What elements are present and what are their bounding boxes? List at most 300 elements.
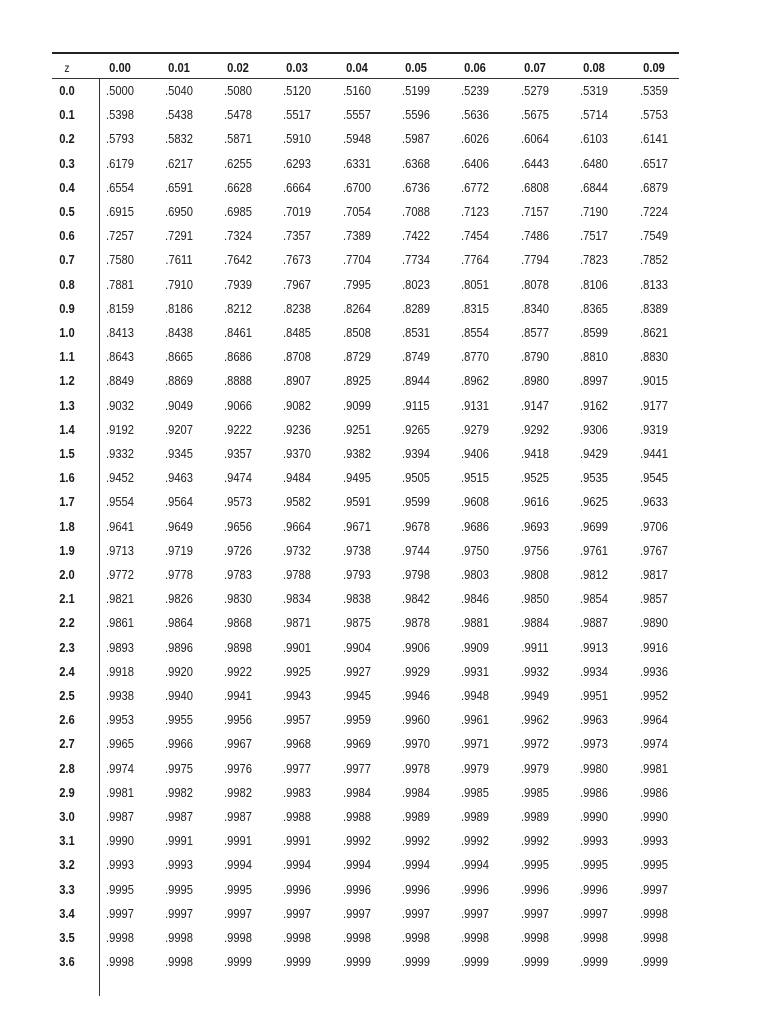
- probability-cell: .9996: [520, 881, 549, 897]
- z-value: 1.0: [59, 325, 75, 340]
- probability-cell: .9983: [282, 784, 311, 800]
- probability-cell: .7794: [520, 252, 549, 268]
- probability-cell: .9974: [639, 736, 668, 752]
- z-value: 2.7: [59, 736, 75, 752]
- probability-cell: .9573: [223, 494, 252, 510]
- probability-cell: .9957: [282, 712, 311, 728]
- probability-cell: .9678: [401, 518, 430, 534]
- probability-cell: .9984: [401, 784, 430, 800]
- probability-cell: .9306: [579, 421, 608, 437]
- probability-cell: .9292: [520, 421, 549, 437]
- probability-cell: .8749: [401, 349, 430, 365]
- probability-cell: .9821: [105, 591, 134, 607]
- probability-cell: .8078: [520, 276, 549, 292]
- z-value: 0.5: [59, 204, 75, 219]
- probability-cell: .7454: [460, 228, 489, 244]
- probability-cell: .6255: [223, 155, 252, 171]
- z-value: 1.4: [59, 421, 75, 437]
- probability-cell: .9884: [520, 615, 549, 631]
- probability-cell: .9887: [579, 615, 608, 631]
- probability-cell: .9997: [401, 905, 430, 921]
- table-row: [52, 880, 679, 902]
- probability-cell: .9997: [223, 905, 252, 921]
- z-value: 1.3: [59, 397, 75, 413]
- probability-cell: .6950: [164, 204, 193, 219]
- probability-cell: .8508: [342, 325, 371, 340]
- probability-cell: .9985: [460, 784, 489, 800]
- probability-cell: .7019: [282, 204, 311, 219]
- probability-cell: .9997: [105, 905, 134, 921]
- probability-cell: .8810: [579, 349, 608, 365]
- table-row: [52, 759, 679, 781]
- probability-cell: .8133: [639, 276, 668, 292]
- table-row: [52, 420, 679, 442]
- probability-cell: .9693: [520, 518, 549, 534]
- table-row: [52, 589, 679, 611]
- probability-cell: .9951: [579, 688, 608, 703]
- probability-cell: .9608: [460, 494, 489, 510]
- probability-cell: .9999: [460, 954, 489, 970]
- probability-cell: .8238: [282, 300, 311, 316]
- probability-cell: .9881: [460, 615, 489, 631]
- z-value: 2.2: [59, 615, 75, 631]
- z-value: 3.0: [59, 809, 75, 824]
- probability-cell: .6554: [105, 179, 134, 195]
- probability-cell: .6736: [401, 179, 430, 195]
- probability-cell: .6700: [342, 179, 371, 195]
- probability-cell: .7357: [282, 228, 311, 244]
- probability-cell: .9998: [579, 930, 608, 945]
- probability-cell: .9980: [579, 760, 608, 776]
- probability-cell: .9965: [105, 736, 134, 752]
- probability-cell: .7881: [105, 276, 134, 292]
- probability-cell: .5871: [223, 131, 252, 147]
- probability-cell: .7673: [282, 252, 311, 268]
- probability-cell: .9115: [402, 397, 430, 413]
- z-value: 2.1: [59, 591, 75, 607]
- column-header: 0.07: [524, 60, 546, 75]
- table-row: [52, 783, 679, 805]
- probability-cell: .8790: [520, 349, 549, 365]
- probability-cell: .9591: [342, 494, 371, 510]
- probability-cell: .8686: [223, 349, 252, 365]
- z-value: 1.7: [59, 494, 75, 510]
- probability-cell: .9998: [164, 954, 193, 970]
- probability-cell: .9986: [639, 784, 668, 800]
- probability-cell: .9738: [342, 542, 371, 558]
- probability-cell: .7995: [342, 276, 371, 292]
- probability-cell: .9846: [460, 591, 489, 607]
- probability-cell: .9945: [342, 688, 371, 703]
- probability-cell: .9995: [639, 857, 668, 873]
- z-value: 2.0: [59, 567, 75, 582]
- probability-cell: .9808: [520, 567, 549, 582]
- probability-cell: .5279: [520, 83, 549, 98]
- probability-cell: .8643: [105, 349, 134, 365]
- table-row: [52, 855, 679, 877]
- table-row: [52, 928, 679, 950]
- column-header: 0.06: [464, 60, 486, 75]
- table-row: [52, 299, 679, 321]
- probability-cell: .6443: [520, 155, 549, 171]
- z-value: 0.1: [59, 107, 75, 123]
- probability-cell: .9986: [579, 784, 608, 800]
- probability-cell: .9973: [579, 736, 608, 752]
- probability-cell: .9893: [105, 639, 134, 655]
- probability-cell: .9998: [223, 930, 252, 945]
- table-row: [52, 81, 679, 103]
- probability-cell: .9706: [639, 518, 668, 534]
- probability-cell: .6331: [342, 155, 371, 171]
- probability-cell: .9901: [282, 639, 311, 655]
- probability-cell: .9641: [105, 518, 134, 534]
- probability-cell: .7324: [223, 228, 252, 244]
- probability-cell: .7939: [223, 276, 252, 292]
- probability-cell: .9987: [105, 809, 134, 824]
- probability-cell: .8315: [460, 300, 489, 316]
- probability-cell: .9896: [164, 639, 193, 655]
- z-value: 3.2: [59, 857, 75, 873]
- probability-cell: .9931: [460, 663, 489, 679]
- probability-cell: .9664: [282, 518, 311, 534]
- table-row: [52, 178, 679, 200]
- z-value: 2.6: [59, 712, 75, 728]
- probability-cell: .6480: [579, 155, 608, 171]
- probability-cell: .9999: [282, 954, 311, 970]
- probability-cell: .9370: [282, 446, 311, 461]
- probability-cell: .9949: [520, 688, 549, 703]
- probability-cell: .9922: [223, 663, 252, 679]
- probability-cell: .9997: [342, 905, 371, 921]
- probability-cell: .8907: [282, 373, 311, 389]
- probability-cell: .8962: [460, 373, 489, 389]
- probability-cell: .7486: [520, 228, 549, 244]
- probability-cell: .8770: [460, 349, 489, 365]
- probability-cell: .8925: [342, 373, 371, 389]
- table-row: [52, 686, 679, 708]
- probability-cell: .9898: [223, 639, 252, 655]
- probability-cell: .6591: [164, 179, 193, 195]
- probability-cell: .5438: [164, 107, 193, 123]
- probability-cell: .7580: [105, 252, 134, 268]
- probability-cell: .8888: [223, 373, 252, 389]
- probability-cell: .9778: [164, 567, 193, 582]
- probability-cell: .8577: [520, 325, 549, 340]
- probability-cell: .9991: [282, 833, 311, 849]
- probability-cell: .7967: [282, 276, 311, 292]
- z-value: 0.3: [59, 155, 75, 171]
- probability-cell: .5160: [342, 83, 371, 98]
- probability-cell: .9978: [401, 760, 430, 776]
- z-value: 2.5: [59, 688, 75, 703]
- probability-cell: .9996: [401, 881, 430, 897]
- probability-cell: .9993: [579, 833, 608, 849]
- probability-cell: .8708: [282, 349, 311, 365]
- probability-cell: .6844: [579, 179, 608, 195]
- probability-cell: .6664: [282, 179, 311, 195]
- probability-cell: .9943: [282, 688, 311, 703]
- column-header: 0.01: [168, 60, 190, 75]
- probability-cell: .6217: [164, 155, 193, 171]
- z-value: 2.4: [59, 663, 75, 679]
- probability-cell: .8849: [105, 373, 134, 389]
- probability-cell: .9995: [520, 857, 549, 873]
- probability-cell: .7764: [460, 252, 489, 268]
- probability-cell: .6103: [579, 131, 608, 147]
- probability-cell: .9934: [579, 663, 608, 679]
- probability-cell: .9929: [401, 663, 430, 679]
- probability-cell: .9357: [223, 446, 252, 461]
- probability-cell: .9671: [342, 518, 371, 534]
- probability-cell: .9998: [105, 954, 134, 970]
- probability-cell: .8023: [401, 276, 430, 292]
- probability-cell: .9599: [401, 494, 430, 510]
- probability-cell: .7190: [579, 204, 608, 219]
- probability-cell: .5636: [460, 107, 489, 123]
- probability-cell: .9972: [520, 736, 549, 752]
- probability-cell: .9279: [460, 421, 489, 437]
- probability-cell: .5596: [401, 107, 430, 123]
- probability-cell: .9992: [520, 833, 549, 849]
- probability-cell: .9967: [223, 736, 252, 752]
- probability-cell: .9834: [282, 591, 311, 607]
- probability-cell: .9991: [164, 833, 193, 849]
- probability-cell: .9857: [639, 591, 668, 607]
- probability-cell: .8729: [342, 349, 371, 365]
- table-row: [52, 105, 679, 127]
- probability-cell: .6915: [105, 204, 134, 219]
- probability-cell: .9788: [282, 567, 311, 582]
- probability-cell: .9999: [401, 954, 430, 970]
- probability-cell: .9990: [579, 809, 608, 824]
- probability-cell: .9236: [282, 421, 311, 437]
- probability-cell: .9927: [342, 663, 371, 679]
- column-header: 0.08: [583, 60, 605, 75]
- z-value: 3.4: [59, 905, 75, 921]
- probability-cell: .9997: [639, 881, 668, 897]
- z-value: 0.2: [59, 131, 75, 147]
- z-value: 0.6: [59, 228, 75, 244]
- probability-cell: .9952: [639, 688, 668, 703]
- probability-cell: .9850: [520, 591, 549, 607]
- probability-cell: .9861: [105, 615, 134, 631]
- column-header: 0.00: [109, 60, 131, 75]
- z-value: 0.4: [59, 179, 75, 195]
- probability-cell: .6517: [639, 155, 668, 171]
- z-value: 1.5: [59, 446, 75, 461]
- probability-cell: .9996: [579, 881, 608, 897]
- z-value: 3.6: [59, 954, 75, 970]
- probability-cell: .9032: [105, 397, 134, 413]
- table-row: [52, 202, 679, 224]
- probability-cell: .9994: [223, 857, 252, 873]
- probability-cell: .9993: [639, 833, 668, 849]
- z-value: 3.1: [59, 833, 75, 849]
- probability-cell: .8159: [105, 300, 134, 316]
- probability-cell: .8365: [579, 300, 608, 316]
- probability-cell: .9989: [460, 809, 489, 824]
- probability-cell: .5199: [401, 83, 430, 98]
- probability-cell: .9994: [342, 857, 371, 873]
- probability-cell: .8869: [164, 373, 193, 389]
- probability-cell: .9981: [639, 760, 668, 776]
- probability-cell: .7088: [401, 204, 430, 219]
- table-row: [52, 904, 679, 926]
- probability-cell: .5793: [105, 131, 134, 147]
- table-row: [52, 541, 679, 563]
- probability-cell: .9525: [520, 470, 549, 486]
- z-value: 1.1: [59, 349, 75, 365]
- z-value: 0.7: [59, 252, 75, 268]
- probability-cell: .7734: [401, 252, 430, 268]
- probability-cell: .6141: [639, 131, 668, 147]
- probability-cell: .9732: [282, 542, 311, 558]
- probability-cell: .9726: [223, 542, 252, 558]
- z-value: 2.3: [59, 639, 75, 655]
- probability-cell: .9953: [105, 712, 134, 728]
- column-header: 0.04: [346, 60, 368, 75]
- z-value: 3.3: [59, 881, 75, 897]
- probability-cell: .9767: [639, 542, 668, 558]
- probability-cell: .9993: [164, 857, 193, 873]
- probability-cell: .9963: [579, 712, 608, 728]
- probability-cell: .9066: [223, 397, 252, 413]
- probability-cell: .9686: [460, 518, 489, 534]
- probability-cell: .8944: [401, 373, 430, 389]
- probability-cell: .9938: [105, 688, 134, 703]
- table-row: [52, 226, 679, 248]
- probability-cell: .7257: [105, 228, 134, 244]
- z-header: z: [64, 61, 70, 75]
- probability-cell: .7517: [579, 228, 608, 244]
- probability-cell: .9982: [223, 784, 252, 800]
- probability-cell: .9960: [401, 712, 430, 728]
- z-value: 3.5: [59, 930, 75, 945]
- probability-cell: .9984: [342, 784, 371, 800]
- probability-cell: .9049: [164, 397, 193, 413]
- probability-cell: .9909: [460, 639, 489, 655]
- table-row: [52, 952, 679, 974]
- probability-cell: .7549: [639, 228, 668, 244]
- probability-cell: .9772: [105, 567, 134, 582]
- probability-cell: .9995: [105, 881, 134, 897]
- probability-cell: .9976: [223, 760, 252, 776]
- probability-cell: .9989: [520, 809, 549, 824]
- probability-cell: .7054: [342, 204, 371, 219]
- table-row: [52, 347, 679, 369]
- probability-cell: .7157: [520, 204, 549, 219]
- probability-cell: .8997: [579, 373, 608, 389]
- probability-cell: .9394: [401, 446, 430, 461]
- z-value: 1.2: [59, 373, 75, 389]
- probability-cell: .5948: [342, 131, 371, 147]
- probability-cell: .9959: [342, 712, 371, 728]
- probability-cell: .9955: [164, 712, 193, 728]
- probability-cell: .5398: [105, 107, 134, 123]
- probability-cell: .9265: [401, 421, 430, 437]
- probability-cell: .9977: [342, 760, 371, 776]
- probability-cell: .9948: [460, 688, 489, 703]
- probability-cell: .9904: [342, 639, 371, 655]
- probability-cell: .9452: [105, 470, 134, 486]
- probability-cell: .9964: [639, 712, 668, 728]
- probability-cell: .9988: [342, 809, 371, 824]
- probability-cell: .9871: [282, 615, 311, 631]
- probability-cell: .9982: [164, 784, 193, 800]
- probability-cell: .9946: [401, 688, 430, 703]
- table-row: [52, 662, 679, 684]
- probability-cell: .8461: [223, 325, 252, 340]
- probability-cell: .8051: [460, 276, 489, 292]
- probability-cell: .6772: [460, 179, 489, 195]
- probability-cell: .7611: [165, 252, 193, 268]
- probability-cell: .7422: [401, 228, 430, 244]
- table-row: [52, 323, 679, 345]
- probability-cell: .6985: [223, 204, 252, 219]
- probability-cell: .9999: [639, 954, 668, 970]
- probability-cell: .9406: [460, 446, 489, 461]
- probability-cell: .9345: [164, 446, 193, 461]
- probability-cell: .8413: [105, 325, 134, 340]
- probability-cell: .9750: [460, 542, 489, 558]
- probability-cell: .5319: [579, 83, 608, 98]
- probability-cell: .9207: [164, 421, 193, 437]
- probability-cell: .6406: [460, 155, 489, 171]
- probability-cell: .9484: [282, 470, 311, 486]
- probability-cell: .9996: [282, 881, 311, 897]
- table-row: [52, 275, 679, 297]
- probability-cell: .9990: [105, 833, 134, 849]
- probability-cell: .7910: [164, 276, 193, 292]
- probability-cell: .9998: [401, 930, 430, 945]
- table-row: [52, 831, 679, 853]
- probability-cell: .9192: [105, 421, 134, 437]
- probability-cell: .9515: [460, 470, 489, 486]
- probability-cell: .9970: [401, 736, 430, 752]
- table-row: [52, 710, 679, 732]
- probability-cell: .9996: [460, 881, 489, 897]
- probability-cell: .9956: [223, 712, 252, 728]
- probability-cell: .9222: [223, 421, 252, 437]
- probability-cell: .5080: [223, 83, 252, 98]
- probability-cell: .9991: [223, 833, 252, 849]
- probability-cell: .9616: [520, 494, 549, 510]
- probability-cell: .6179: [105, 155, 134, 171]
- probability-cell: .9966: [164, 736, 193, 752]
- probability-cell: .9985: [520, 784, 549, 800]
- column-header: 0.02: [227, 60, 249, 75]
- probability-cell: .9505: [401, 470, 430, 486]
- probability-cell: .9913: [579, 639, 608, 655]
- column-header: 0.05: [405, 60, 427, 75]
- z-value: 0.8: [59, 276, 75, 292]
- z-value: 1.6: [59, 470, 75, 486]
- probability-cell: .8389: [639, 300, 668, 316]
- probability-cell: .9147: [520, 397, 549, 413]
- probability-cell: .9992: [342, 833, 371, 849]
- probability-cell: .9131: [460, 397, 489, 413]
- probability-cell: .9495: [342, 470, 371, 486]
- probability-cell: .9319: [639, 421, 668, 437]
- probability-cell: .9999: [520, 954, 549, 970]
- probability-cell: .9920: [164, 663, 193, 679]
- probability-cell: .9995: [579, 857, 608, 873]
- probability-cell: .5910: [282, 131, 311, 147]
- probability-cell: .9936: [639, 663, 668, 679]
- probability-cell: .7852: [639, 252, 668, 268]
- probability-cell: .6879: [639, 179, 668, 195]
- probability-cell: .9979: [520, 760, 549, 776]
